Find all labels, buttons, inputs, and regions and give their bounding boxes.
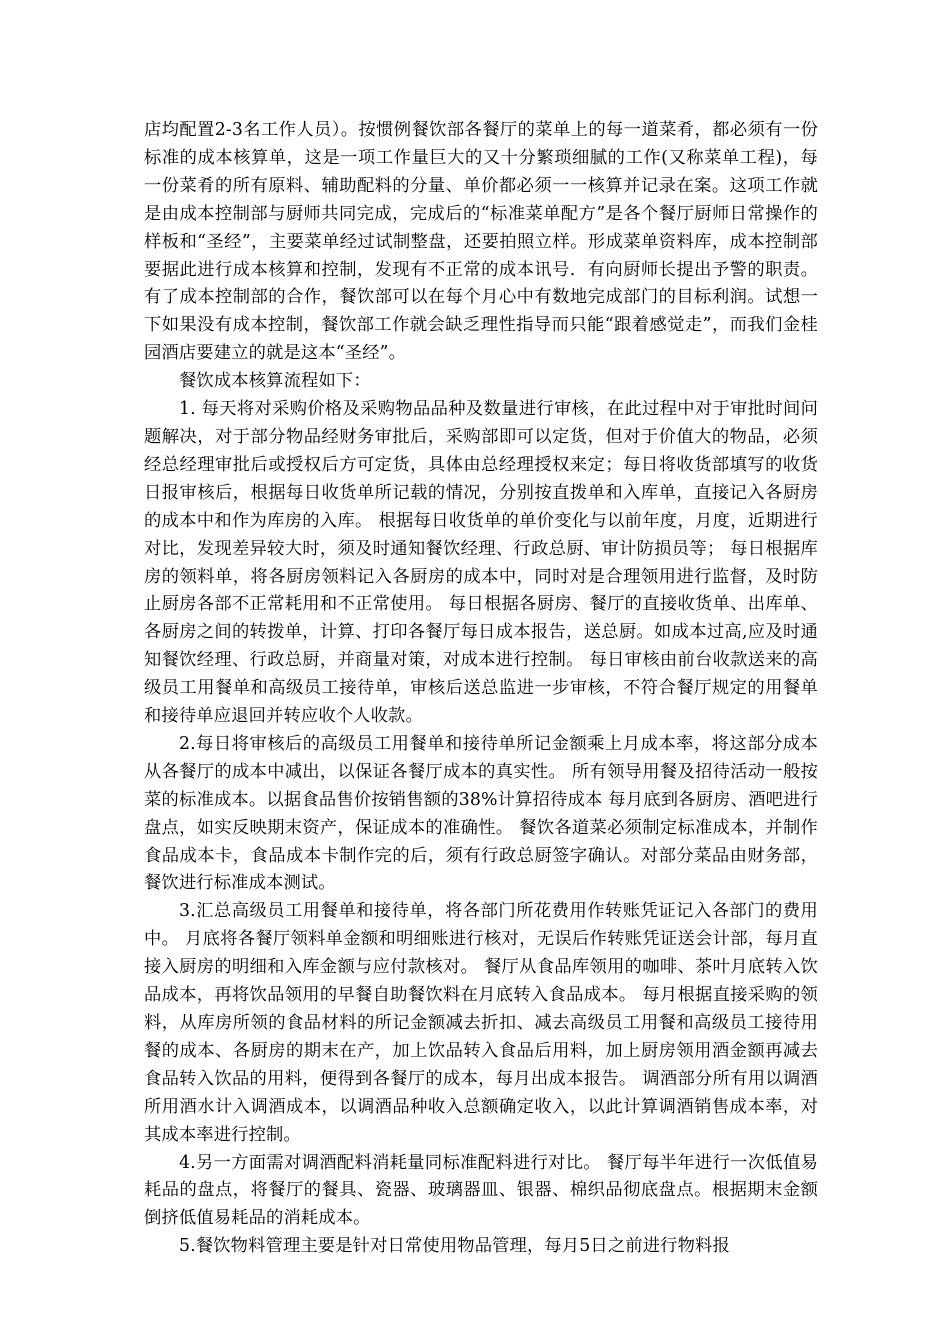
- paragraph-step-5: 5.餐饮物料管理主要是针对日常使用物品管理，每月5日之前进行物料报: [179, 1236, 730, 1257]
- paragraph-intro-continuation: 店均配置2-3名工作人员）。按惯例餐饮部各餐厅的菜单上的每一道菜肴，都必须有一份标准的成本核算单，这是一项工作量巨大的又十分繁琐细腻的工作(又称菜单工程)，每一份菜肴的所有原料、辅助配料的分量、单价都必须一一核算并记录在案。这项工作就是由成本控制部与厨师共同完成，完成后的“标准菜单配方”是各个餐厅厨师日常操作的样板和“圣经”，主要菜单经过试制整盘，还要拍照立样。形成菜单资料库，成本控制部要据此进行成本核算和控制，发现有不正常的成本讯号．有向厨师长提出予警的职责。有了成本控制部的合作，餐饮部可以在每个月心中有数地完成部门的目标利润。试想一下如果没有成本控制，餐饮部工作就会缺乏理性指导而只能“跟着感觉走”，而我们金桂园酒店要建立的就是这本“圣经”。: [144, 120, 818, 364]
- paragraph-step-1: 1. 每天将对采购价格及采购物品品种及数量进行审核，在此过程中对于审批时间问题解决，对于部分物品经财务审批后，采购部即可以定货，但对于价值大的物品，必须经总经理审批后或授权后方可定货，具体由总经理授权来定；每日将收货部填写的收货日报审核后，根据每日收货单所记载的情况，分别按直拨单和入库单，直接记入各厨房的成本中和作为库房的入库。 根据每日收货单的单价变化与以前年度，月度，近期进行对比，发现差异较大时，须及时通知餐饮经理、行政总厨、审计防损员等； 每日根据库房的领料单，将各厨房领料记入各厨房的成本中，同时对是合理领用进行监督，及时防止厨房各部不正常耗用和不正常使用。 每日根据各厨房、餐厅的直接收货单、出库单、各厨房之间的转拨单，计算、打印各餐厅每日成本报告，送总厨。如成本过高,应及时通知餐饮经理、行政总厨，并商量对策，对成本进行控制。 每日审核由前台收款送来的高级员工用餐单和高级员工接待单，审核后送总监进一步审核，不符合餐厅规定的用餐单和接待单应退回并转应收个人收款。: [144, 399, 818, 727]
- paragraph-step-4: 4.另一方面需对调酒配料消耗量同标准配料进行对比。 餐厅每半年进行一次低值易耗品的盘点，将餐厅的餐具、瓷器、玻璃器皿、银器、棉织品彻底盘点。根据期末金额倒挤低值易耗品的消耗成本。: [144, 1152, 818, 1229]
- document-body: [144, 117, 818, 1261]
- paragraph-step-3: 3.汇总高级员工用餐单和接待单，将各部门所花费用作转账凭证记入各部门的费用中。 月底将各餐厅领料单金额和明细账进行核对，无误后作转账凭证送会计部，每月直接入厨房的明细和入库金额与应付款核对。 餐厅从食品库领用的咖啡、茶叶月底转入饮品成本，再将饮品领用的早餐自助餐饮料在月底转入食品成本。 每月根据直接采购的领料，从库房所领的食品材料的所记金额减去折扣、减去高级员工用餐和高级员工接待用餐的成本、各厨房的期末在产，加上饮品转入食品后用料，加上厨房领用酒金额再减去食品转入饮品的用料，便得到各餐厅的成本，每月出成本报告。 调酒部分所有用以调酒所用酒水计入调酒成本，以调酒品种收入总额确定收入，以此计算调酒销售成本率，对其成本率进行控制。: [144, 901, 818, 1145]
- paragraph-step-2: 2.每日将审核后的高级员工用餐单和接待单所记金额乘上月成本率，将这部分成本从各餐厅的成本中减出，以保证各餐厅成本的真实性。 所有领导用餐及招待活动一般按菜的标准成本。以据食品售价按销售额的38%计算招待成本 每月底到各厨房、酒吧进行盘点，如实反映期末资产，保证成本的准确性。 餐饮各道菜必须制定标准成本，并制作食品成本卡，食品成本卡制作完的后，须有行政总厨签字确认。对部分菜品由财务部，餐饮进行标准成本测试。: [144, 733, 818, 894]
- paragraph-process-heading: 餐饮成本核算流程如下：: [179, 371, 371, 392]
